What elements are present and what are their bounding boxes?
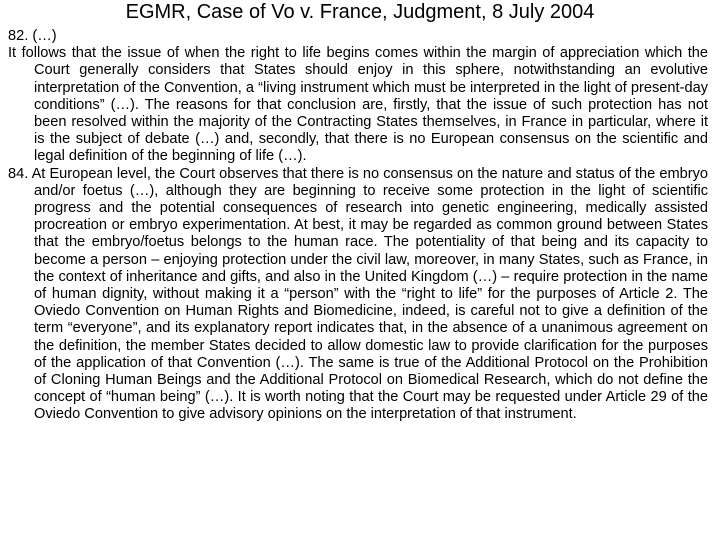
slide-title: EGMR, Case of Vo v. France, Judgment, 8 July 2004 <box>125 1 595 23</box>
paragraph-82-text: It follows that the issue of when the right to life begins comes within the margin of appreciation which the Court generally considers that States should enjoy in this sphere, notwithstanding an evolutive interpretation of the Convention, a “living instrument which must be interpreted in the light of present-day conditions” (…). The reasons for that conclusion are, firstly, that the issue of such protection has not been resolved within the majority of the Contracting States themselves, in France in particular, where it is the subject of debate (…) and, secondly, that there is no European consensus on the scientific and legal definition of the beginning of life (…). <box>8 45 708 165</box>
paragraph-84-text: 84. At European level, the Court observes that there is no consensus on the nature and status of the embryo and/or foetus (…), although they are beginning to receive some protection in the light of scientific progress and the potential consequences of research into genetic engineering, medically assisted procreation or embryo experimentation. At best, it may be regarded as common ground between States that the embryo/foetus belongs to the human race. The potentiality of that being and its capacity to become a person – enjoying protection under the civil law, moreover, in many States, such as France, in the context of inheritance and gifts, and also in the United Kingdom (…) – require protection in the name of human dignity, without making it a “person” with the “right to life” for the purposes of Article 2. The Oviedo Convention on Human Rights and Biomedicine, indeed, is careful not to give a definition of the term “everyone”, and its explanatory report indicates that, in the absence of a unanimous agreement on the definition, the member States decided to allow domestic law to provide clarification for the purposes of the application of that Convention (…). The same is true of the Additional Protocol on the Prohibition of Cloning Human Beings and the Additional Protocol on Biomedical Research, which do not define the concept of “human being” (…). It is worth noting that the Court may be requested under Article 29 of the Oviedo Convention to give advisory opinions on the interpretation of that instrument. <box>8 165 708 423</box>
paragraph-82-heading: 82. (…) <box>8 28 57 44</box>
slide-body <box>8 28 708 424</box>
